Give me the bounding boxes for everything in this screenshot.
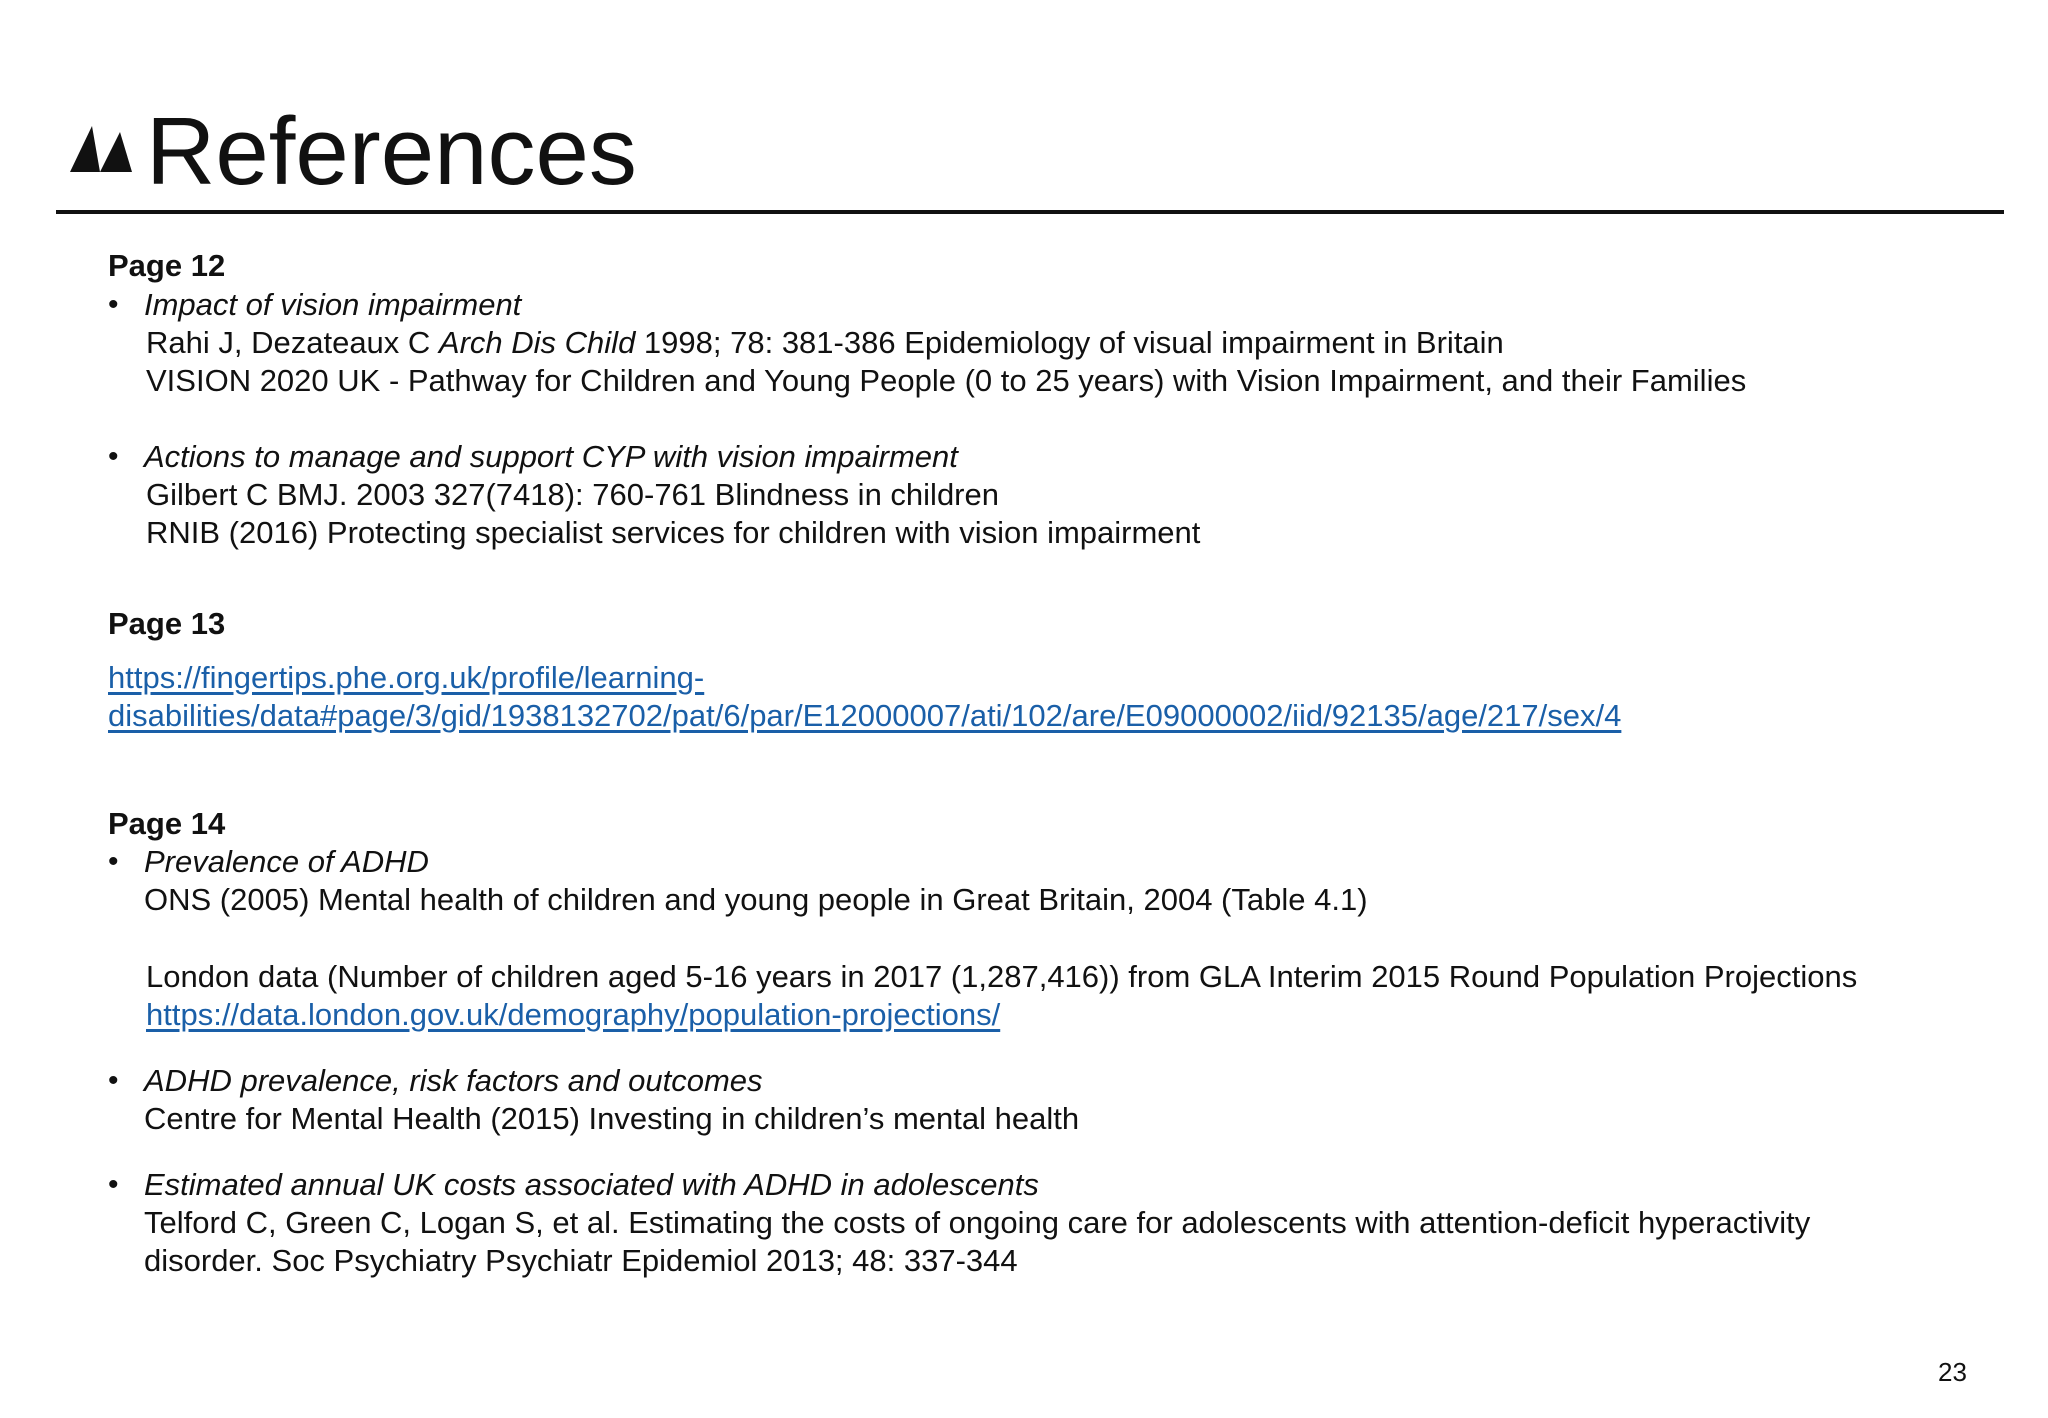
page-title: References <box>146 98 637 205</box>
reference-centre-mental-health: Centre for Mental Health (2015) Investing in children’s mental health <box>144 1101 1080 1136</box>
page14-topic-adhd-costs: Estimated annual UK costs associated with ADHD in adolescents <box>144 1167 1039 1202</box>
bullet: • <box>108 1064 119 1097</box>
reference-gilbert: Gilbert C BMJ. 2003 327(7418): 760-761 Blindness in children <box>146 477 999 512</box>
reference-rahi <box>146 324 1504 362</box>
bullet: • <box>108 288 119 321</box>
reference-vision2020: VISION 2020 UK - Pathway for Children and Young People (0 to 25 years) with Vision Impairment, and their Families <box>146 363 1747 398</box>
page-number: 23 <box>1938 1357 1967 1387</box>
title-divider <box>56 210 2004 214</box>
reference-ons: ONS (2005) Mental health of children and young people in Great Britain, 2004 (Table 4.1) <box>144 882 1368 917</box>
bullet: • <box>108 845 119 878</box>
bullet: • <box>108 1168 119 1201</box>
fingertips-link-continued[interactable]: disabilities/data#page/3/gid/1938132702/pat/6/par/E12000007/ati/102/are/E09000002/iid/92135/age/217/sex/4 <box>108 698 1622 733</box>
reference-london-data: London data (Number of children aged 5-16 years in 2017 (1,287,416)) from GLA Interim 2015 Round Population Projections <box>146 959 1858 994</box>
page12-topic-vision-impact: Impact of vision impairment <box>144 287 522 322</box>
reference-rahi-journal: Arch Dis Child <box>438 325 636 360</box>
london-data-link[interactable]: https://data.london.gov.uk/demography/population-projections/ <box>146 997 1001 1032</box>
reference-rnib: RNIB (2016) Protecting specialist services for children with vision impairment <box>146 515 1201 550</box>
page14-heading: Page 14 <box>108 806 226 841</box>
fingertips-link-line2[interactable] <box>108 697 1621 735</box>
page14-topic-adhd-risk: ADHD prevalence, risk factors and outcomes <box>144 1063 763 1098</box>
bullet: • <box>108 440 119 473</box>
page14-topic-adhd-prevalence: Prevalence of ADHD <box>144 844 429 879</box>
reference-telford-continued: disorder. Soc Psychiatry Psychiatr Epidemiol 2013; 48: 337-344 <box>144 1243 1018 1278</box>
page12-topic-actions: Actions to manage and support CYP with vision impairment <box>144 439 958 474</box>
fingertips-link-line1[interactable] <box>108 659 704 697</box>
fingertips-link[interactable]: https://fingertips.phe.org.uk/profile/learning- <box>108 660 705 695</box>
reference-rahi-details: 1998; 78: 381-386 Epidemiology of visual impairment in Britain <box>635 325 1504 360</box>
twin-peaks-logo-icon <box>70 124 132 172</box>
london-data-link-line[interactable] <box>146 996 1000 1034</box>
reference-telford: Telford C, Green C, Logan S, et al. Estimating the costs of ongoing care for adolescents with attention-deficit hyperactivity <box>144 1205 1811 1240</box>
reference-rahi-authors: Rahi J, Dezateaux C <box>146 325 439 360</box>
page12-heading: Page 12 <box>108 248 226 283</box>
page13-heading: Page 13 <box>108 606 226 641</box>
